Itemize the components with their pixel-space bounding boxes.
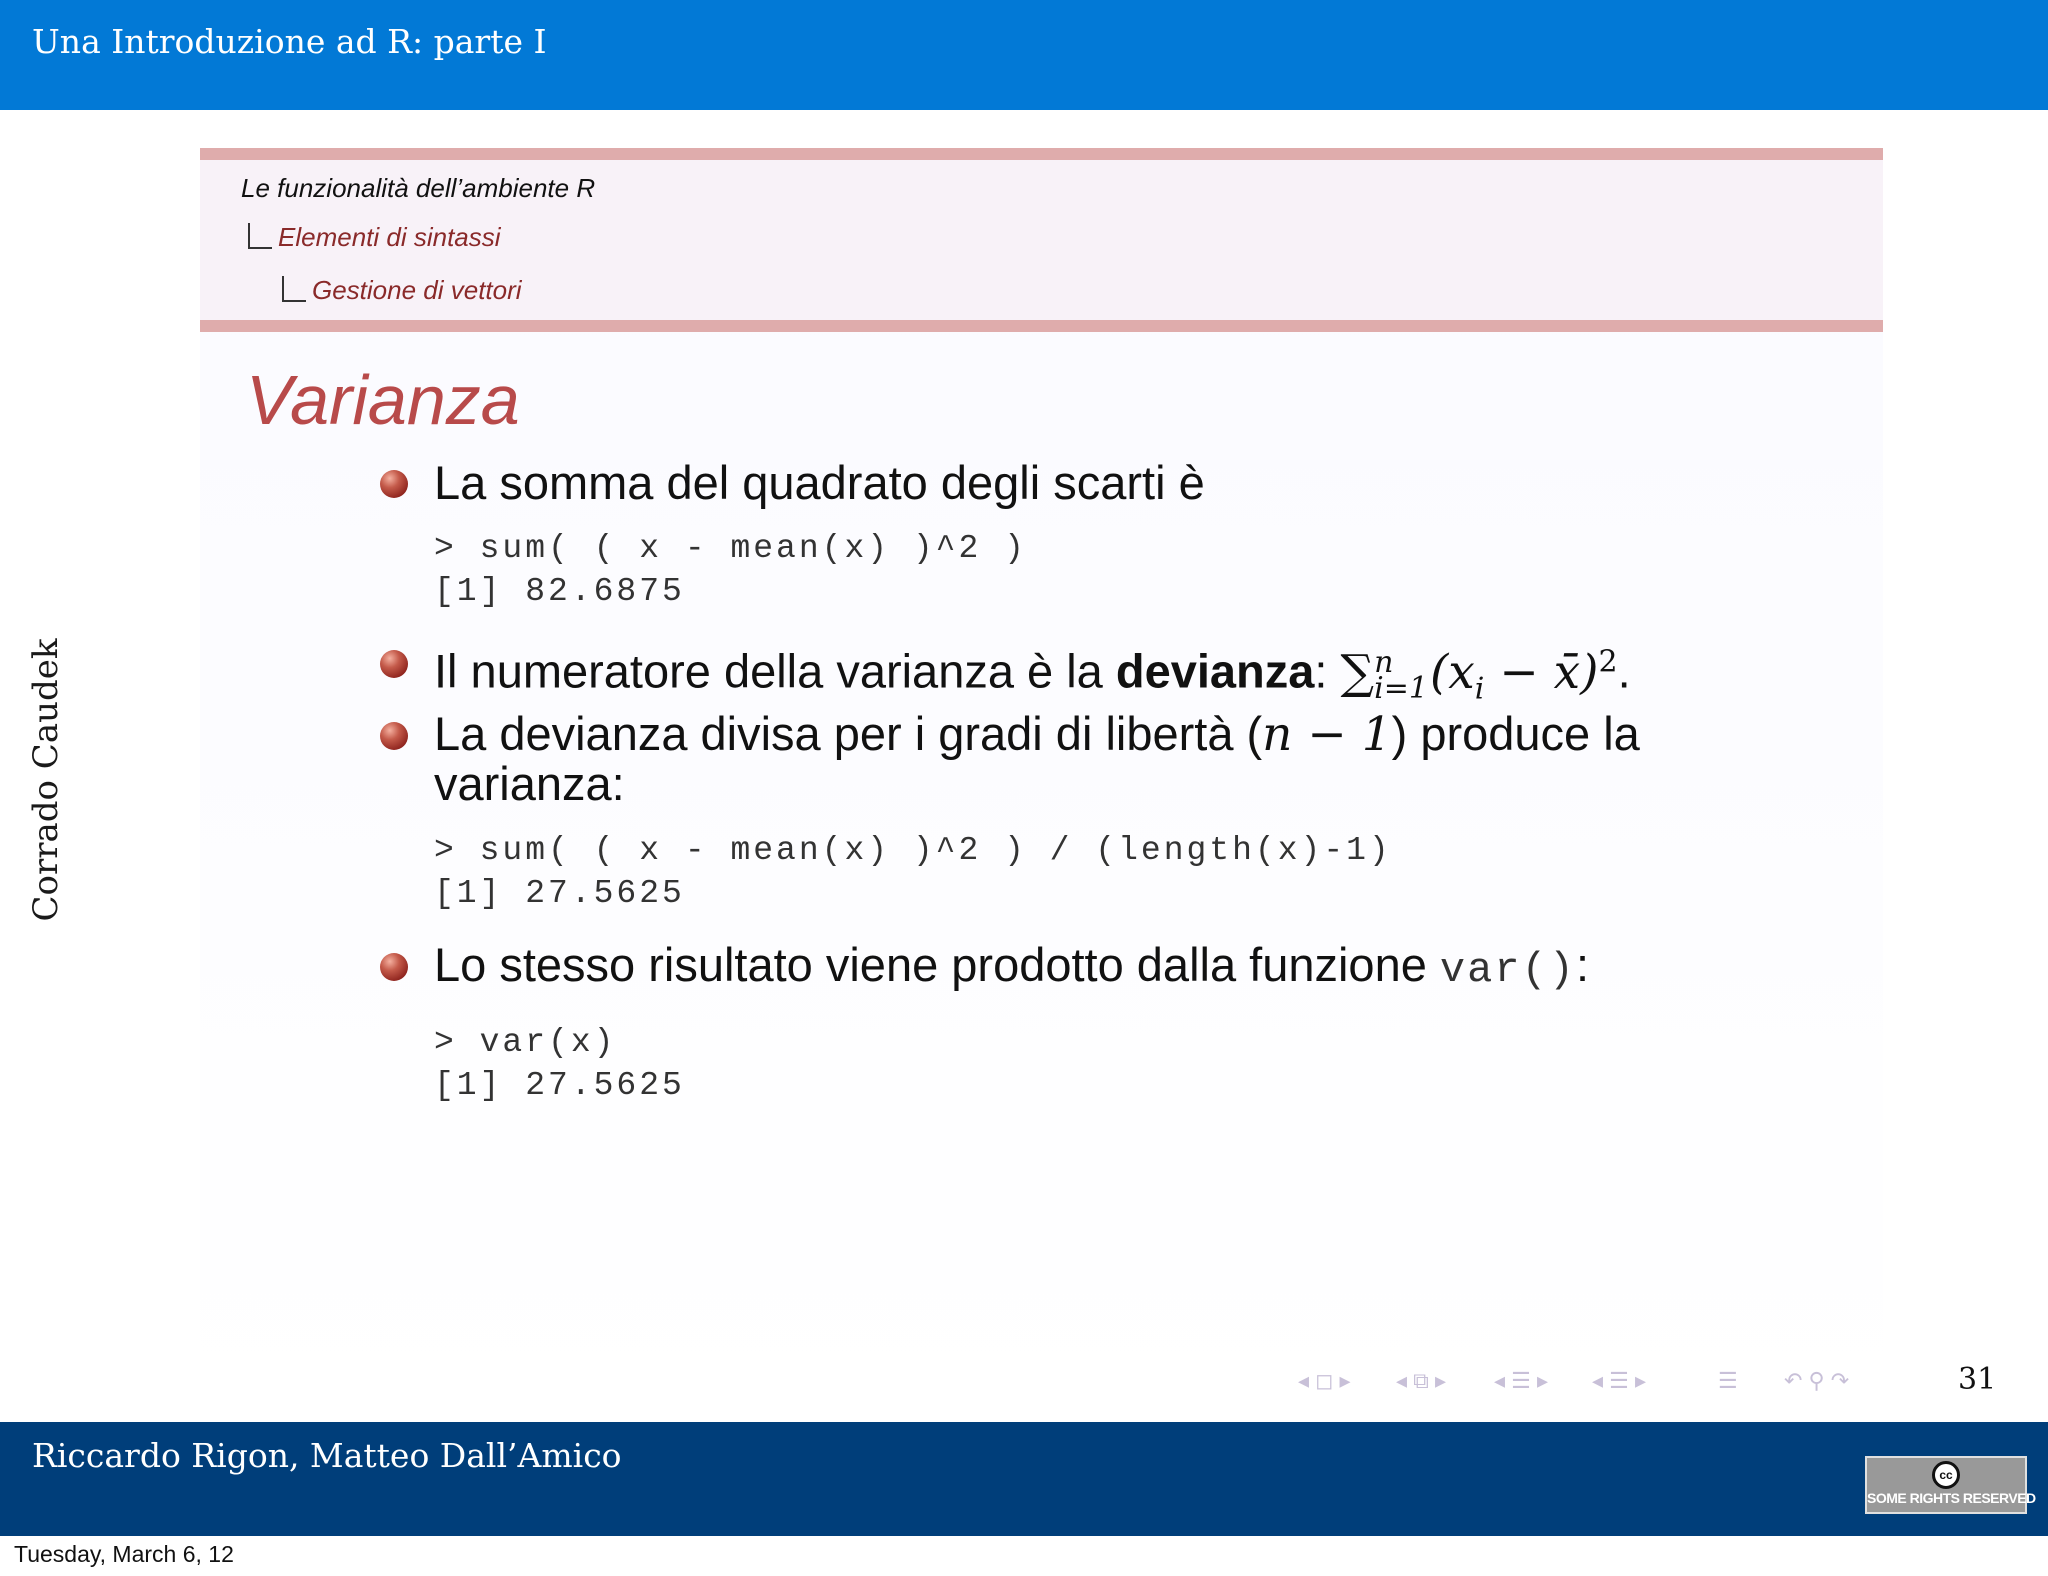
code-3-command: > var(x) [434,1024,617,1061]
bullet-3-suffix: ) produce la [1391,707,1640,760]
presentation-title: Una Introduzione ad R: parte I [32,22,547,61]
bullet-4-colon: : [1575,938,1590,991]
cc-license-text: SOME RIGHTS RESERVED [1867,1490,2036,1506]
nav-subsubsection-controls[interactable]: ◂ ☰ ▸ [1592,1368,1647,1393]
creative-commons-badge[interactable] [1865,1456,2036,1514]
bullet-2-text [434,636,1631,715]
sum-symbol: ∑ [1340,644,1375,700]
bullet-ball-icon [380,650,408,678]
breadcrumb-bottom-rule [200,320,1883,332]
deviance-formula [1340,644,1618,707]
tree-elbow-icon [248,223,272,249]
bullet-ball-icon [380,470,408,498]
bullet-2-bold-term: devianza [1115,644,1315,698]
nav-search-controls[interactable]: ↶ ⚲ ↷ [1784,1368,1850,1393]
bullet-1-text: La somma del quadrato degli scarti è [434,456,1205,509]
breadcrumb-top-rule [200,148,1883,160]
code-2-command: > sum( ( x - mean(x) )^2 ) / (length(x)-1) [434,832,1392,869]
bullet-3-line2: varianza: [434,757,625,810]
nav-section-controls[interactable]: ◂ ☰ ▸ [1494,1368,1549,1393]
bullet-3-math: n − 1 [1262,707,1392,762]
capture-timestamp: Tuesday, March 6, 12 [14,1541,234,1567]
tree-elbow-icon [282,276,306,302]
page-number: 31 [1958,1362,1997,1397]
bullet-ball-icon [380,953,408,981]
formula-exponent: 2 [1598,644,1618,679]
bullet-4-prefix: Lo stesso risultato viene prodotto dalla funzione [434,938,1440,991]
sidebar-author: Corrado Caudek [26,638,66,922]
breadcrumb-subsection-label: Elementi di sintassi [278,222,501,252]
frame-title: Varianza [246,361,520,439]
sum-lower-limit: i=1 [1374,670,1428,706]
breadcrumb-section: Le funzionalità dell’ambiente R [241,173,596,203]
sum-upper-limit: n [1374,644,1394,680]
bullet-2-prefix: Il numeratore della varianza è la [434,644,1116,698]
footer-authors: Riccardo Rigon, Matteo Dall’Amico [32,1436,622,1475]
code-2-output: [1] 27.5625 [434,875,685,912]
breadcrumb-subsubsection [282,275,522,306]
bullet-3-prefix: La devianza divisa per i gradi di libertà ( [434,707,1263,760]
breadcrumb-subsection [248,222,501,253]
bullet-4-inline-code: var() [1439,946,1576,994]
nav-frame-controls[interactable]: ◂ ◻ ▸ [1298,1368,1351,1393]
nav-align-icon[interactable]: ☰ [1718,1368,1738,1393]
bullet-2-colon: : [1314,644,1328,698]
nav-subsection-controls[interactable]: ◂ ⧉ ▸ [1396,1368,1447,1393]
code-1-command: > sum( ( x - mean(x) )^2 ) [434,530,1027,567]
bullet-3-text [434,708,1640,761]
breadcrumb-subsubsection-label: Gestione di vettori [312,275,522,305]
bullet-4-text [434,939,1589,996]
code-3-output: [1] 27.5625 [434,1067,685,1104]
formula-subscript: i [1474,671,1485,707]
formula-body: (x [1429,644,1475,700]
cc-logo-icon: cc [1932,1461,1960,1489]
bullet-2-period: . [1617,644,1631,698]
bullet-ball-icon [380,722,408,750]
code-1-output: [1] 82.6875 [434,573,685,610]
formula-rest: − x̄) [1484,644,1599,700]
